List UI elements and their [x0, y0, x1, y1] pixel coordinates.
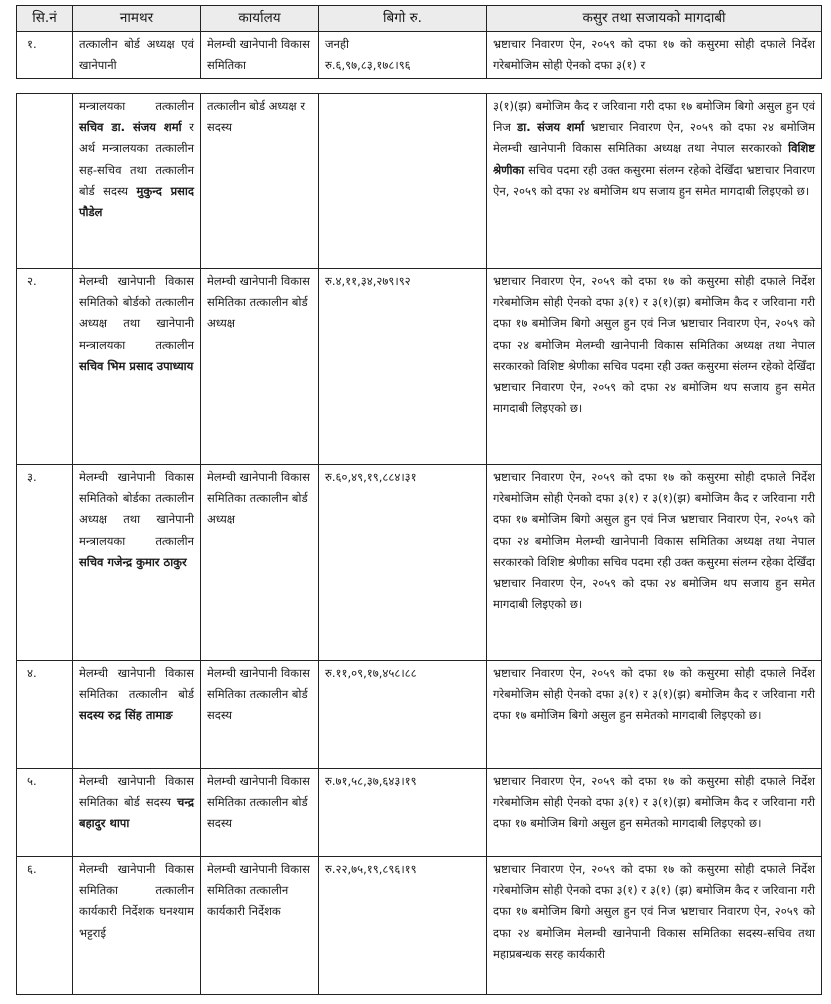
- row-sn: ४.: [17, 661, 73, 769]
- row-charge: ३(१)(झ) बमोजिम कैद र जरिवाना गरी दफा १७ बमोजिम बिगो असुल हुन एवं निज डा. संजय शर्मा भ्रष्टाचार निवारण ऐन, २०५९ को दफा २४ बमोजिम मेलम्ची खानेपानी विकास समितिका अध्यक्ष तथा नेपाल सरकारको विशिष्ट श्रेणीका सचिव पदमा रही उक्त कसुरमा संलग्न रहेको देखिँदा भ्रष्टाचार निवारण ऐन, २०५९ को दफा २४ बमोजिम थप सजाय हुन समेत मागदाबी लिइएको छ।: [487, 94, 822, 269]
- row-amount: [319, 32, 487, 79]
- table-row: [17, 465, 822, 661]
- header-office: कार्यालय: [201, 6, 319, 32]
- row-name: मेलम्ची खानेपानी विकास समितिका तत्कालीन बोर्ड सदस्य रुद्र सिंह तामाङ: [73, 661, 201, 769]
- table-row: [17, 269, 822, 465]
- name-bold: सचिव गजेन्द्र कुमार ठाकुर: [79, 554, 187, 569]
- row-amount: रु.४,११,३४,२७९।९२: [319, 269, 487, 465]
- row-office: मेलम्ची खानेपानी विकास समितिका तत्कालीन बोर्ड अध्यक्ष: [201, 269, 319, 465]
- charge-bold: विशिष्ट श्रेणीका: [493, 141, 816, 177]
- amount-label: जनही: [325, 37, 350, 51]
- row-name: मेलम्ची खानेपानी विकास समितिका बोर्ड सदस्य चन्द्र बहादुर थापा: [73, 769, 201, 857]
- name-bold: मुकुन्द प्रसाद पौडेल: [79, 183, 194, 220]
- name-bold: सदस्य रुद्र सिंह तामाङ: [79, 708, 173, 723]
- charge-bold: डा. संजय शर्मा: [517, 120, 585, 135]
- row-charge: भ्रष्टाचार निवारण ऐन, २०५९ को दफा १७ को कसुरमा सोही दफाले निर्देश गरेबमोजिम सोही ऐनको दफा ३(१) र ३(१)(झ) बमोजिम कैद र जरिवाना गरी दफा १७ बमोजिम बिगो असुल हुन एवं निज भ्रष्टाचार निवारण ऐन, २०५९ को दफा २४ बमोजिम मेलम्ची खानेपानी विकास समितिका अध्यक्ष तथा नेपाल सरकारको विशिष्ट श्रेणीका सचिव पदमा रही उक्त कसुरमा संलग्न रहेको देखिँदा भ्रष्टाचार निवारण ऐन, २०५९ को दफा २४ बमोजिम थप सजाय हुन समेत मागदाबी लिइएको छ।: [487, 269, 822, 465]
- amount-value: रु.६,९७,८३,१७८।९६: [325, 58, 411, 73]
- row-sn: ६.: [17, 857, 73, 995]
- table-row: [17, 857, 822, 995]
- row-office: मेलम्ची खानेपानी विकास समितिका तत्कालीन कार्यकारी निर्देशक: [201, 857, 319, 995]
- table-row: [17, 661, 822, 769]
- row-office: मेलम्ची खानेपानी विकास समितिका तत्कालीन बोर्ड सदस्य: [201, 769, 319, 857]
- header-table: [16, 5, 822, 79]
- row-name: मेलम्ची खानेपानी विकास समितिका तत्कालीन कार्यकारी निर्देशक घनश्याम भट्टराई: [73, 857, 201, 995]
- row-charge: भ्रष्टाचार निवारण ऐन, २०५९ को दफा १७ को कसुरमा सोही दफाले निर्देश गरेबमोजिम सोही ऐनको दफा ३(१) र ३(१)(झ) बमोजिम कैद र जरिवाना गरी दफा १७ बमोजिम बिगो असुल हुन समेतको मागदाबी लिइएको छ।: [487, 769, 822, 857]
- row-sn: ३.: [17, 465, 73, 661]
- row-sn: १.: [17, 32, 73, 79]
- row-name: तत्कालीन बोर्ड अध्यक्ष एवं खानेपानी: [73, 32, 201, 79]
- table-row: [17, 94, 822, 269]
- name-bold: सचिव भिम प्रसाद उपाध्याय: [79, 358, 194, 373]
- row-amount: रु.७१,५८,३७,६४३।१९: [319, 769, 487, 857]
- row-charge: भ्रष्टाचार निवारण ऐन, २०५९ को दफा १७ को कसुरमा सोही दफाले निर्देश गरेबमोजिम सोही ऐनको दफा ३(१) र: [487, 32, 822, 79]
- row-sn: [17, 94, 73, 269]
- continuation-table: [16, 93, 822, 995]
- table-row: [17, 769, 822, 857]
- row-name: मेलम्ची खानेपानी विकास समितिको बोर्डका तत्कालीन अध्यक्ष तथा खानेपानी मन्त्रालयका तत्कालीन सचिव गजेन्द्र कुमार ठाकुर: [73, 465, 201, 661]
- name-bold: सचिव डा. संजय शर्मा: [79, 120, 182, 135]
- row-office: मेलम्ची खानेपानी विकास समितिका तत्कालीन बोर्ड अध्यक्ष: [201, 465, 319, 661]
- row-office: तत्कालीन बोर्ड अध्यक्ष र सदस्य: [201, 94, 319, 269]
- header-charge: कसुर तथा सजायको मागदाबी: [487, 6, 822, 32]
- row-amount: रु.२२,७५,१९,८९६।१९: [319, 857, 487, 995]
- row-office: मेलम्ची खानेपानी विकास समितिका: [201, 32, 319, 79]
- row-sn: ५.: [17, 769, 73, 857]
- table-row: [17, 32, 822, 79]
- name-bold: चन्द्र बहादुर थापा: [79, 795, 194, 831]
- row-charge: भ्रष्टाचार निवारण ऐन, २०५९ को दफा १७ को कसुरमा सोही दफाले निर्देश गरेबमोजिम सोही ऐनको दफा ३(१) र ३(१)(झ) बमोजिम कैद र जरिवाना गरी दफा १७ बमोजिम बिगो असुल हुन समेतको मागदाबी लिइएको छ।: [487, 661, 822, 769]
- row-amount: रु.११,०९,१७,४५८।८८: [319, 661, 487, 769]
- row-amount: रु.६०,४९,१९,८८४।३१: [319, 465, 487, 661]
- row-name: मेलम्ची खानेपानी विकास समितिको बोर्डको तत्कालीन अध्यक्ष तथा खानेपानी मन्त्रालयका तत्कालीन सचिव भिम प्रसाद उपाध्याय: [73, 269, 201, 465]
- row-charge: भ्रष्टाचार निवारण ऐन, २०५९ को दफा १७ को कसुरमा सोही दफाले निर्देश गरेबमोजिम सोही ऐनको दफा ३(१) र ३(१) (झ) बमोजिम कैद र जरिवाना गरी दफा १७ बमोजिम बिगो असुल हुन एवं निज भ्रष्टाचार निवारण ऐन, २०५९ को दफा २४ बमोजिम मेलम्ची खानेपानी विकास समितिका सदस्य-सचिव तथा महाप्रबन्धक सरह कार्यकारी: [487, 857, 822, 995]
- header-row: [17, 6, 822, 32]
- row-amount: [319, 94, 487, 269]
- row-name: मन्त्रालयका तत्कालीन सचिव डा. संजय शर्मा र अर्थ मन्त्रालयका तत्कालीन सह-सचिव तथा तत्कालीन बोर्ड सदस्य मुकुन्द प्रसाद पौडेल: [73, 94, 201, 269]
- row-office: मेलम्ची खानेपानी विकास समितिका तत्कालीन बोर्ड सदस्य: [201, 661, 319, 769]
- header-sn: सि.नं: [17, 6, 73, 32]
- row-sn: २.: [17, 269, 73, 465]
- header-amount: बिगो रु.: [319, 6, 487, 32]
- row-charge: भ्रष्टाचार निवारण ऐन, २०५९ को दफा १७ को कसुरमा सोही दफाले निर्देश गरेबमोजिम सोही ऐनको दफा ३(१) र ३(१)(झ) बमोजिम कैद र जरिवाना गरी दफा १७ बमोजिम बिगो असुल हुन एवं निज भ्रष्टाचार निवारण ऐन, २०५९ को दफा २४ बमोजिम मेलम्ची खानेपानी विकास समितिका अध्यक्ष तथा नेपाल सरकारको विशिष्ट श्रेणीका सचिव पदमा रही उक्त कसुरमा संलग्न रहेका देखिँदा भ्रष्टाचार निवारण ऐन, २०५९ को दफा २४ बमोजिम थप सजाय हुन समेत मागदाबी लिइएको छ।: [487, 465, 822, 661]
- header-name: नामथर: [73, 6, 201, 32]
